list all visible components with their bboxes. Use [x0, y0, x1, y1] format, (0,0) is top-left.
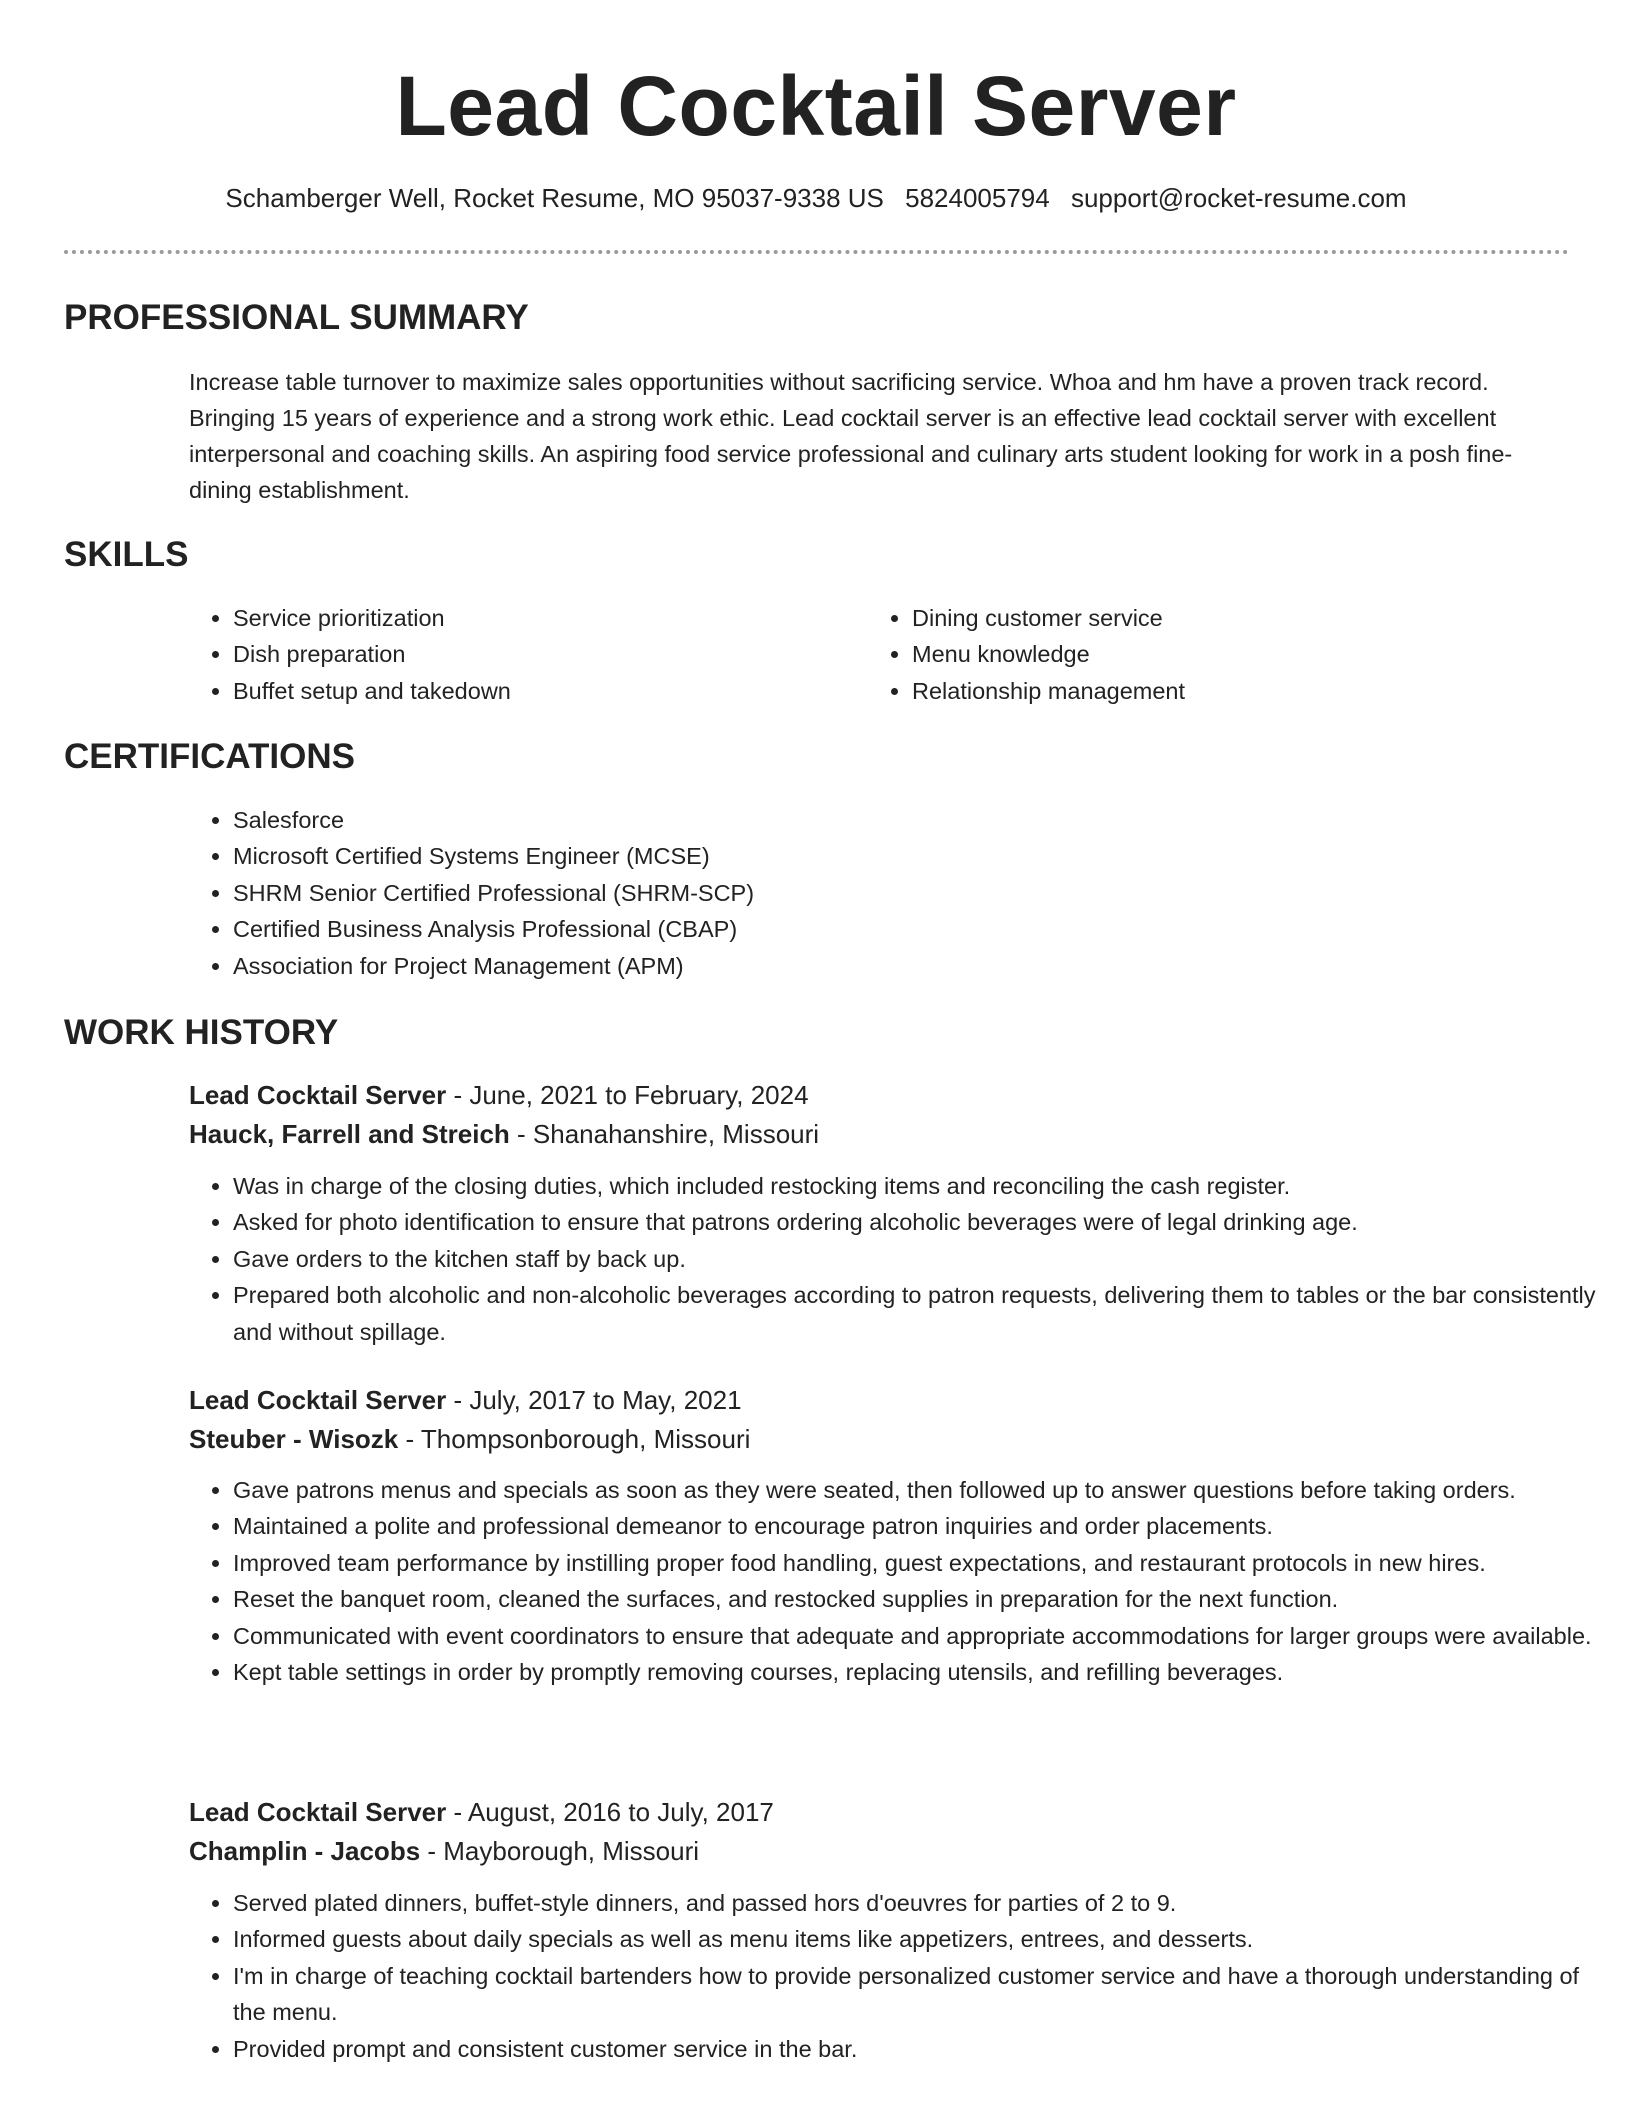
job-company-line	[189, 1421, 750, 1457]
contact-address: Schamberger Well, Rocket Resume, MO 95037-9338 US	[225, 183, 884, 213]
job-bullets	[189, 1885, 1617, 2067]
summary-heading: PROFESSIONAL SUMMARY	[64, 298, 529, 337]
job-role: Lead Cocktail Server	[189, 1385, 447, 1415]
skills-heading: SKILLS	[64, 535, 189, 574]
certifications-list	[189, 802, 1573, 984]
job-location: - Thompsonborough, Missouri	[398, 1424, 751, 1454]
job-company: Champlin - Jacobs	[189, 1836, 421, 1866]
job-bullet: • Prepared both alcoholic and non-alcoholic beverages according to patron requests, delivering them to tables or the bar consistently and without spillage.	[233, 1277, 1617, 1350]
skill-item: • Buffet setup and takedown	[233, 673, 853, 709]
skill-item: • Service prioritization	[233, 600, 853, 636]
job-title-line	[189, 1077, 809, 1113]
certification-item: • SHRM Senior Certified Professional (SHRM-SCP)	[233, 875, 1573, 911]
job-bullet: • Asked for photo identification to ensure that patrons ordering alcoholic beverages were of legal drinking age.	[233, 1204, 1617, 1240]
job-bullet: • Served plated dinners, buffet-style dinners, and passed hors d'oeuvres for parties of 2 to 9.	[233, 1885, 1617, 1921]
header-divider	[64, 250, 1569, 254]
job-location: - Shanahanshire, Missouri	[509, 1119, 820, 1149]
job-bullet: • Provided prompt and consistent customer service in the bar.	[233, 2031, 1617, 2067]
job-title-line	[189, 1794, 774, 1830]
job-bullet: • Informed guests about daily specials as well as menu items like appetizers, entrees, and desserts.	[233, 1921, 1617, 1957]
job-bullet: • Was in charge of the closing duties, which included restocking items and reconciling the cash register.	[233, 1168, 1617, 1204]
job-company-line	[189, 1833, 699, 1869]
certification-item: • Salesforce	[233, 802, 1573, 838]
work-history-heading: WORK HISTORY	[64, 1013, 339, 1052]
job-company: Steuber - Wisozk	[189, 1424, 399, 1454]
job-bullet: • Gave orders to the kitchen staff by back up.	[233, 1241, 1617, 1277]
job-bullet: • I'm in charge of teaching cocktail bartenders how to provide personalized customer service and have a thorough understanding of the menu.	[233, 1958, 1617, 2031]
resume-name: Lead Cocktail Server	[395, 59, 1237, 153]
job-bullet: • Improved team performance by instilling proper food handling, guest expectations, and restaurant protocols in new hires.	[233, 1545, 1617, 1581]
job-role: Lead Cocktail Server	[189, 1797, 447, 1827]
skill-item: • Dining customer service	[912, 600, 1532, 636]
certifications-heading: CERTIFICATIONS	[64, 737, 356, 776]
certification-item: • Association for Project Management (APM)	[233, 948, 1573, 984]
certification-item: • Microsoft Certified Systems Engineer (MCSE)	[233, 838, 1573, 874]
job-company: Hauck, Farrell and Streich	[189, 1119, 510, 1149]
job-bullet: • Kept table settings in order by promptly removing courses, replacing utensils, and refilling beverages.	[233, 1654, 1617, 1690]
job-dates: - July, 2017 to May, 2021	[446, 1385, 742, 1415]
skill-item: • Relationship management	[912, 673, 1532, 709]
contact-phone: 5824005794	[905, 183, 1050, 213]
certification-item: • Certified Business Analysis Professional (CBAP)	[233, 911, 1573, 947]
job-bullet: • Reset the banquet room, cleaned the surfaces, and restocked supplies in preparation for the next function.	[233, 1581, 1617, 1617]
job-role: Lead Cocktail Server	[189, 1080, 447, 1110]
skills-list-right	[868, 600, 1532, 709]
summary-text: Increase table turnover to maximize sales opportunities without sacrificing service. Whoa and hm have a proven track record. Bringing 15 years of experience and a strong work ethic. Lead cocktail server is an effective lead cocktail server with excellent interpersonal and coaching skills. An aspiring food service professional and culinary arts student looking for work in a posh fine-dining establishment.	[189, 369, 1513, 503]
job-title-line	[189, 1382, 742, 1418]
job-bullet: • Maintained a polite and professional demeanor to encourage patron inquiries and order placements.	[233, 1508, 1617, 1544]
job-company-line	[189, 1116, 819, 1152]
job-bullets	[189, 1168, 1617, 1350]
contact-email: support@rocket-resume.com	[1070, 183, 1407, 213]
job-location: - Mayborough, Missouri	[420, 1836, 700, 1866]
skill-item: • Menu knowledge	[912, 636, 1532, 672]
job-bullet: • Gave patrons menus and specials as soon as they were seated, then followed up to answer questions before taking orders.	[233, 1472, 1617, 1508]
job-bullets	[189, 1472, 1617, 1690]
skill-item: • Dish preparation	[233, 636, 853, 672]
job-dates: - August, 2016 to July, 2017	[446, 1797, 774, 1827]
skills-list-left	[189, 600, 853, 709]
contact-line	[0, 180, 1632, 216]
job-bullet: • Communicated with event coordinators to ensure that adequate and appropriate accommodations for larger groups were available.	[233, 1618, 1617, 1654]
job-dates: - June, 2021 to February, 2024	[446, 1080, 809, 1110]
